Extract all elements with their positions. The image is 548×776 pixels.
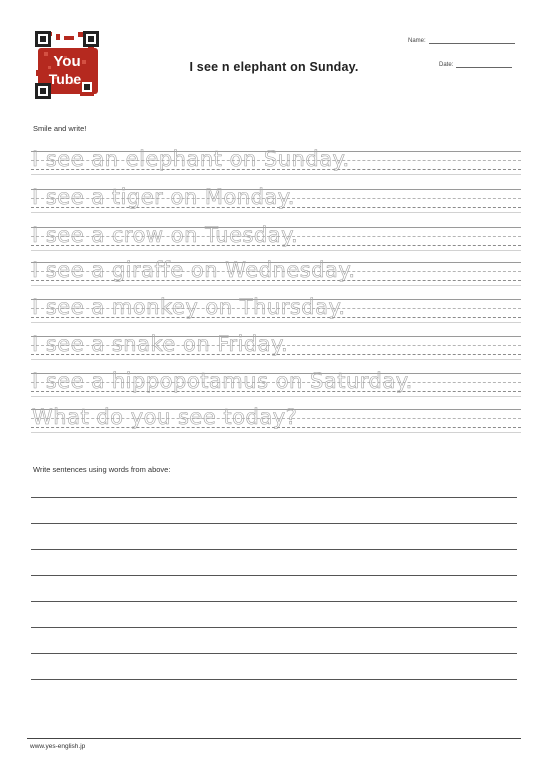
date-label: Date: bbox=[439, 62, 454, 68]
footer-divider bbox=[27, 738, 521, 739]
date-line bbox=[456, 67, 512, 68]
footer-url: www.yes-english.jp bbox=[30, 743, 86, 750]
trace-sentence: I see a hippopotamus on Saturday. bbox=[32, 369, 413, 393]
trace-sentence: I see a giraffe on Wednesday. bbox=[32, 258, 356, 282]
name-label: Name: bbox=[408, 38, 426, 44]
trace-row[interactable] bbox=[31, 223, 521, 251]
trace-sentence: I see a tiger on Monday. bbox=[32, 185, 295, 209]
name-field[interactable] bbox=[408, 38, 515, 44]
writing-line[interactable] bbox=[31, 601, 517, 602]
section1-instruction: Smile and write! bbox=[33, 124, 87, 133]
trace-row[interactable] bbox=[31, 405, 521, 433]
trace-row[interactable] bbox=[31, 295, 521, 323]
writing-line[interactable] bbox=[31, 679, 517, 680]
name-line bbox=[429, 43, 515, 44]
writing-line[interactable] bbox=[31, 497, 517, 498]
writing-line[interactable] bbox=[31, 575, 517, 576]
trace-sentence: What do you see today? bbox=[32, 405, 298, 429]
page-title: I see n elephant on Sunday. bbox=[189, 60, 359, 74]
trace-sentence: I see an elephant on Sunday. bbox=[32, 147, 350, 171]
logo-text-tube: Tube bbox=[48, 71, 82, 87]
trace-row[interactable] bbox=[31, 258, 521, 286]
trace-row[interactable] bbox=[31, 369, 521, 397]
date-field[interactable] bbox=[439, 62, 512, 68]
trace-sentence: I see a monkey on Thursday. bbox=[32, 295, 346, 319]
trace-row[interactable] bbox=[31, 185, 521, 213]
trace-sentence: I see a crow on Tuesday. bbox=[32, 223, 299, 247]
logo-text-you: You bbox=[53, 53, 81, 70]
trace-row[interactable] bbox=[31, 332, 521, 360]
writing-line[interactable] bbox=[31, 627, 517, 628]
trace-row[interactable] bbox=[31, 147, 521, 175]
trace-sentence: I see a snake on Friday. bbox=[32, 332, 289, 356]
writing-line[interactable] bbox=[31, 523, 517, 524]
section2-instruction: Write sentences using words from above: bbox=[33, 465, 171, 474]
writing-line[interactable] bbox=[31, 653, 517, 654]
writing-line[interactable] bbox=[31, 549, 517, 550]
